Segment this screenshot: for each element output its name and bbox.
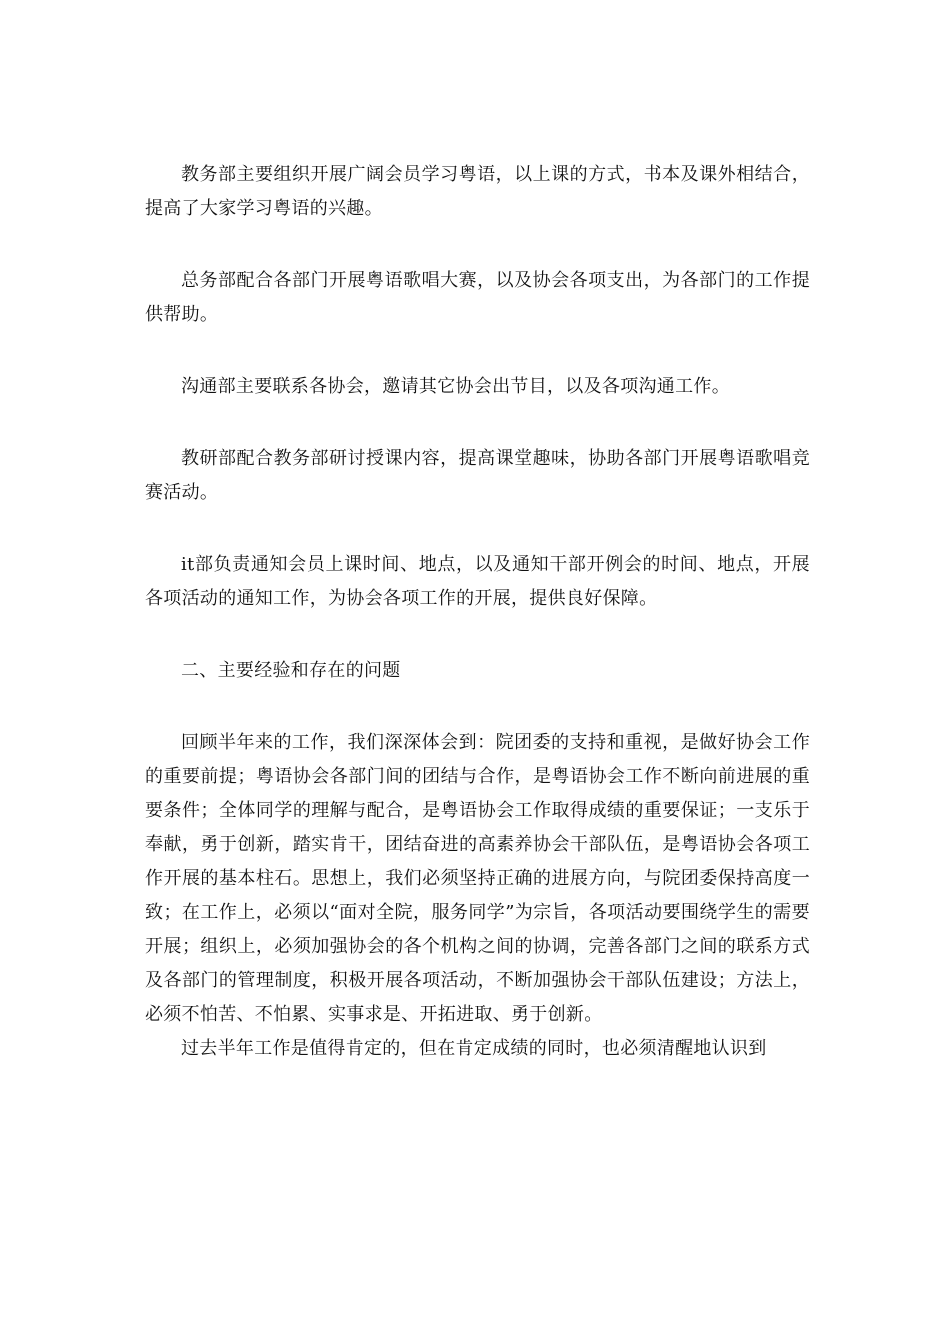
paragraph-research-dept: 教研部配合教务部研讨授课内容，提高课堂趣味，协助各部门开展粤语歌唱竞赛活动。	[145, 448, 810, 503]
document-page	[145, 158, 810, 1066]
paragraph-problems-intro: 过去半年工作是值得肯定的，但在肯定成绩的同时，也必须清醒地认识到	[181, 1038, 767, 1059]
paragraph-teaching-dept: 教务部主要组织开展广阔会员学习粤语，以上课的方式，书本及课外相结合，提高了大家学习粤语的兴趣。	[145, 164, 810, 219]
paragraph-communication-dept: 沟通部主要联系各协会，邀请其它协会出节目，以及各项沟通工作。	[181, 376, 730, 397]
paragraph-it-dept: it部负责通知会员上课时间、地点，以及通知干部开例会的时间、地点，开展各项活动的通知工作，为协会各项工作的开展，提供良好保障。	[145, 554, 810, 609]
paragraph-experience: 回顾半年来的工作，我们深深体会到：院团委的支持和重视，是做好协会工作的重要前提；粤语协会各部门间的团结与合作，是粤语协会工作不断向前进展的重要条件；全体同学的理解与配合，是粤语协会工作取得成绩的重要保证；一支乐于奉献，勇于创新，踏实肯干，团结奋进的高素养协会干部队伍，是粤语协会各项工作开展的基本柱石。思想上，我们必须坚持正确的进展方向，与院团委保持高度一致；在工作上，必须以“面对全院，服务同学”为宗旨，各项活动要围绕学生的需要开展；组织上，必须加强协会的各个机构之间的协调，完善各部门之间的联系方式及各部门的管理制度，积极开展各项活动，不断加强协会干部队伍建设；方法上，必须不怕苦、不怕累、实事求是、开拓进取、勇于创新。	[145, 732, 810, 1025]
paragraph-general-affairs-dept: 总务部配合各部门开展粤语歌唱大赛，以及协会各项支出，为各部门的工作提供帮助。	[145, 270, 810, 325]
section-heading: 二、主要经验和存在的问题	[181, 660, 401, 681]
